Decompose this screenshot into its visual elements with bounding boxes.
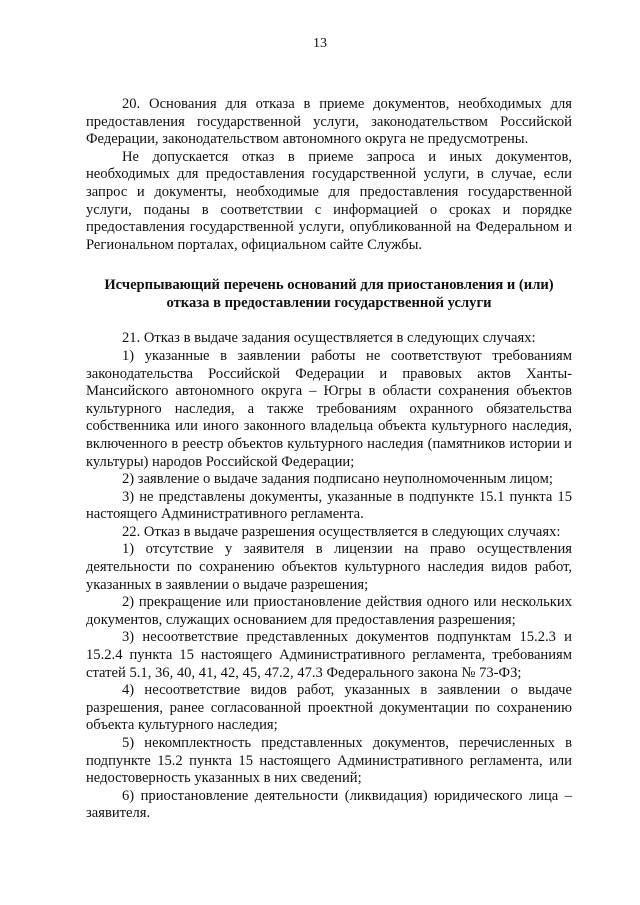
- section-heading: [86, 276, 572, 312]
- list-item-22-1: 1) отсутствие у заявителя в лицензии на право осуществления деятельности по сохранению объектов культурного наследия видов работ, указанных в заявлении о выдаче разрешения;: [86, 541, 572, 593]
- list-item-21-3: 3) не представлены документы, указанные в подпункте 15.1 пункта 15 настоящего Административного регламента.: [86, 488, 572, 523]
- paragraph-no-refusal: Не допускается отказ в приеме запроса и иных документов, необходимых для предоставления государственной услуги, в случае, если запрос и документы, необходимые для предоставления государственной услуги, поданы в соответствии с информацией о сроках и порядке предоставления государственной услуги, опубликованной на Федеральном и Региональном порталах, официальном сайте Службы.: [86, 148, 572, 253]
- list-item-22-5: 5) некомплектность представленных документов, перечисленных в подпункте 15.2 пункта 15 настоящего Административного регламента, или недостоверность указанных в них сведений;: [86, 735, 572, 787]
- list-item-21-2: 2) заявление о выдаче задания подписано неуполномоченным лицом;: [122, 471, 553, 488]
- paragraph-20: 20. Основания для отказа в приеме документов, необходимых для предоставления государственной услуги, законодательством Российской Федерации, законодательством автономного округа не предусмотрены.: [86, 96, 572, 148]
- paragraph-22: 22. Отказ в выдаче разрешения осуществляется в следующих случаях:: [122, 523, 561, 540]
- list-item-22-3: 3) несоответствие представленных документов подпунктам 15.2.3 и 15.2.4 пункта 15 настоящего Административного регламента, требованиям статей 5.1, 36, 40, 41, 42, 45, 47.2, 47.3 Федерального закона № 73-ФЗ;: [86, 629, 572, 681]
- page-number: 13: [313, 36, 327, 51]
- section-heading-line-2: отказа в предоставлении государственной услуги: [166, 295, 492, 312]
- list-item-22-2: 2) прекращение или приостановление действия одного или нескольких документов, служащих основанием для предоставления разрешения;: [86, 594, 572, 628]
- paragraph-21: 21. Отказ в выдаче задания осуществляется в следующих случаях:: [122, 330, 536, 347]
- list-item-22-6: 6) приостановление деятельности (ликвидация) юридического лица – заявителя.: [86, 787, 572, 822]
- section-heading-line-1: Исчерпывающий перечень оснований для приостановления и (или): [104, 277, 554, 294]
- list-item-21-1: 1) указанные в заявлении работы не соответствуют требованиям законодательства Российской Федерации и правовых актов Ханты-Мансийского автономного округа – Югры в области сохранения объектов культурного наследия, а также требованиям охранного обязательства собственника или иного законного владельца объекта культурного наследия, включенного в реестр объектов культурного наследия (памятников истории и культуры) народов Российской Федерации;: [86, 347, 572, 470]
- list-item-22-4: 4) несоответствие видов работ, указанных в заявлении о выдаче разрешения, ранее согласованной проектной документации по сохранению объекта культурного наследия;: [86, 682, 572, 734]
- document-body: [86, 96, 572, 823]
